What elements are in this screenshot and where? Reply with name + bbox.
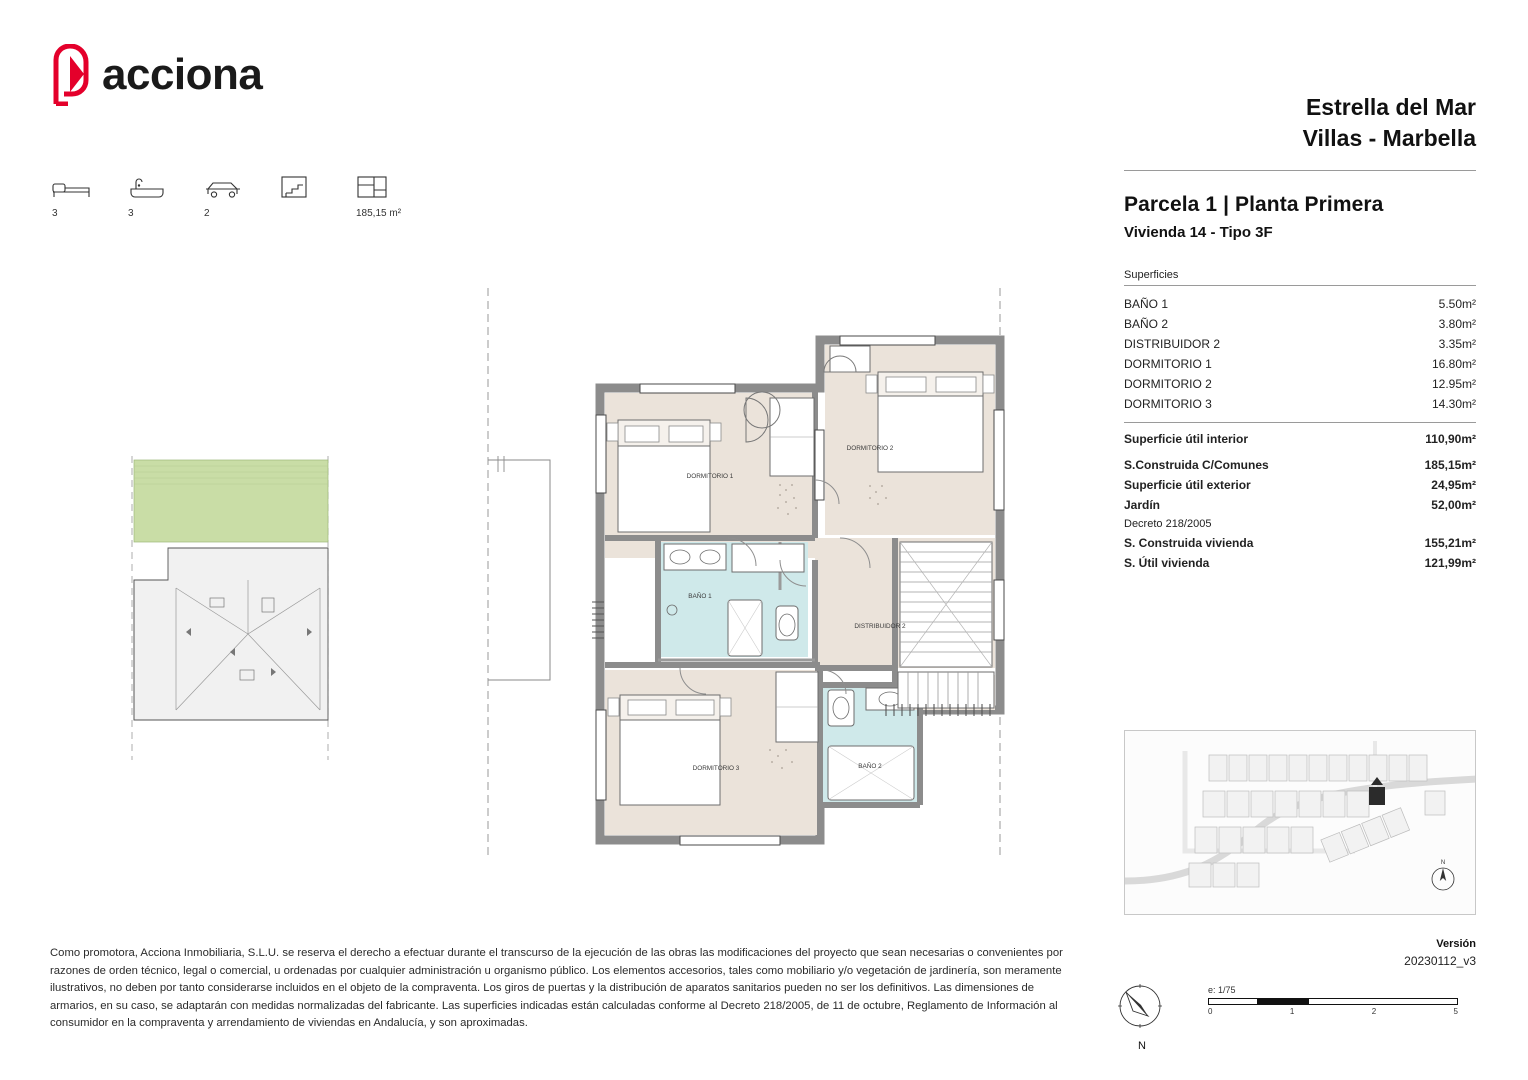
total-name: S.Construida C/Comunes	[1124, 458, 1269, 473]
scale-tick: 0	[1208, 1007, 1213, 1016]
parcel-block	[1124, 193, 1476, 241]
svg-text:N: N	[1440, 860, 1446, 866]
site-location-map	[1124, 730, 1476, 915]
total-value: 121,99m²	[1424, 556, 1476, 571]
total-value: 185,15m²	[1424, 458, 1476, 473]
total-row	[1124, 553, 1476, 573]
decreto-name: Decreto 218/2005	[1124, 518, 1212, 531]
spec-bedrooms-value: 3	[52, 208, 58, 219]
surface-room-name: DORMITORIO 3	[1124, 397, 1212, 412]
total-name: Superficie útil exterior	[1124, 478, 1251, 493]
parcel-label: Parcela 1 | Planta Primera	[1124, 193, 1384, 217]
total-name: S. Construida vivienda	[1124, 536, 1254, 551]
surface-room-value: 16.80m²	[1431, 357, 1476, 372]
surface-row	[1124, 294, 1476, 314]
spec-strip	[52, 172, 436, 219]
surfaces-room-list	[1124, 294, 1476, 414]
surface-room-value: 5.50m²	[1438, 297, 1476, 312]
scale-tick: 2	[1371, 1007, 1377, 1016]
label-dormitorio-3: DORMITORIO 3	[692, 765, 740, 772]
roof-thumbnail	[132, 456, 328, 760]
floorplan-icon	[356, 172, 436, 200]
brand-name: acciona	[102, 50, 263, 99]
surface-room-value: 3.80m²	[1438, 317, 1476, 332]
surface-row	[1124, 374, 1476, 394]
total-name: Superficie útil interior	[1124, 432, 1249, 447]
surface-row	[1124, 334, 1476, 354]
scale-tick: 1	[1289, 1007, 1295, 1016]
project-title-line1: Estrella del Mar	[1305, 94, 1476, 120]
spec-bathrooms-value: 3	[128, 208, 134, 219]
spec-area	[356, 172, 436, 219]
label-bano-1: BAÑO 1	[688, 593, 712, 600]
total-value: 110,90m²	[1425, 432, 1476, 447]
divider	[1124, 422, 1476, 423]
total-row	[1124, 429, 1476, 449]
stairs-icon	[280, 172, 326, 200]
total-row	[1124, 495, 1476, 515]
main-floorplan	[488, 288, 1004, 860]
surface-room-name: BAÑO 1	[1124, 297, 1169, 312]
label-distribuidor-2: DISTRIBUIDOR 2	[854, 623, 906, 630]
bathtub-icon	[128, 172, 174, 200]
brand-logo	[50, 44, 262, 106]
spec-bathrooms	[128, 172, 174, 219]
total-row	[1124, 533, 1476, 553]
version-label: Versión	[1436, 938, 1476, 950]
compass-label: N	[1138, 1040, 1146, 1052]
total-row	[1124, 455, 1476, 475]
bed-icon	[52, 172, 98, 200]
version-value: 20230112_v3	[1404, 954, 1476, 968]
total-row	[1124, 475, 1476, 495]
label-dormitorio-1: DORMITORIO 1	[686, 473, 734, 480]
spec-floors	[280, 172, 326, 208]
floorplan-drawing	[80, 280, 1100, 920]
surfaces-totals	[1124, 429, 1476, 573]
project-title-line2: Villas - Marbella	[1302, 125, 1476, 152]
surface-room-value: 14.30m²	[1431, 397, 1476, 412]
spec-area-value: 185,15 m²	[356, 208, 402, 219]
scale-text: e: 1/75	[1208, 985, 1236, 995]
decreto-row	[1124, 515, 1476, 533]
surfaces-heading: Superficies	[1124, 269, 1476, 286]
surface-room-value: 12.95m²	[1431, 377, 1476, 392]
label-dormitorio-2: DORMITORIO 2	[846, 445, 894, 452]
surface-room-name: BAÑO 2	[1124, 317, 1169, 332]
total-name: S. Útil vivienda	[1124, 556, 1210, 571]
surface-row	[1124, 354, 1476, 374]
total-name: Jardín	[1124, 498, 1161, 513]
scale-tick: 5	[1453, 1007, 1458, 1016]
car-icon	[204, 172, 250, 200]
divider	[1124, 170, 1476, 171]
total-value: 52,00m²	[1431, 498, 1476, 513]
label-bano-2: BAÑO 2	[858, 763, 882, 770]
north-compass	[1108, 978, 1178, 1058]
version-block	[1124, 938, 1476, 968]
surface-room-name: DORMITORIO 2	[1124, 377, 1212, 392]
spec-parking-value: 2	[204, 208, 210, 219]
surface-room-name: DISTRIBUIDOR 2	[1124, 337, 1221, 352]
legal-disclaimer: Como promotora, Acciona Inmobiliaria, S.L.U. se reserva el derecho a efectuar durante el transcurso de la ejecución de las obras las modificaciones del proyecto que sean necesarias o convenientes por razones de orden técnico, legal o comercial, u ordenadas por cualquier administración u organismo público. Los elementos accesorios, tales como mobiliario y/o vegetación de jardinería, son meramente ilustrativos, no deben por tanto considerarse incluidos en el objeto de la compraventa. Los giros de puertas y la distribución de aparatos sanitarios pueden no ser los definitivos. Las dimensiones de armarios, en su caso, se adaptarán con medidas normalizadas del fabricante. Las superficies indicadas están calculadas conforme al Decreto 218/2005, de 11 de octubre, Reglamento de Información al consumidor en la compraventa y arrendamiento de viviendas en Andalucía, y son aproximadas.	[50, 947, 1063, 1030]
total-value: 24,95m²	[1431, 478, 1476, 493]
acciona-logo-icon	[50, 44, 96, 106]
surface-row	[1124, 394, 1476, 414]
page-title	[1124, 92, 1476, 154]
surface-room-value: 3.35m²	[1438, 337, 1476, 352]
scale-ticks	[1208, 1007, 1458, 1016]
spec-parking	[204, 172, 250, 219]
scale-bar	[1208, 985, 1458, 1016]
surface-row	[1124, 314, 1476, 334]
surface-room-name: DORMITORIO 1	[1124, 357, 1212, 372]
scale-graphic	[1208, 998, 1458, 1005]
info-panel	[1124, 92, 1476, 573]
total-value: 155,21m²	[1424, 536, 1476, 551]
staircase	[898, 542, 994, 708]
spec-bedrooms	[52, 172, 98, 219]
dwelling-label: Vivienda 14 - Tipo 3F	[1124, 224, 1273, 242]
